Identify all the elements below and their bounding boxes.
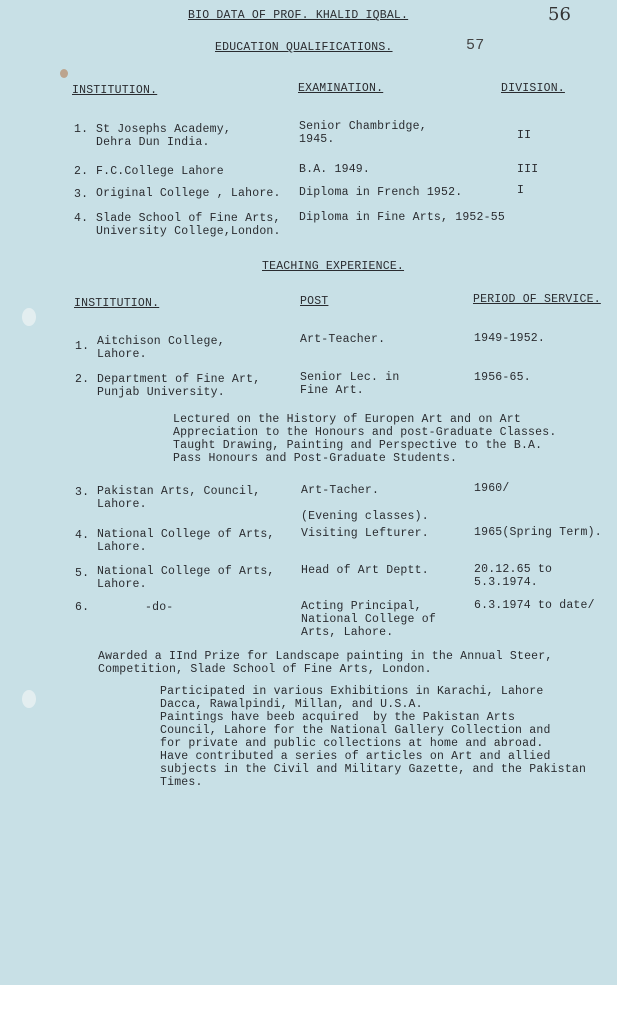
teach-col-institution: INSTITUTION.: [74, 297, 160, 310]
edu-row-exam: Diploma in French 1952.: [299, 186, 463, 199]
lecture-note: Lectured on the History of Europen Art and on Art Appreciation to the Honours and post-Graduate Classes. Taught Drawing, Painting and Perspective to the B.A. Pass Honours and Post-Graduate Students.: [173, 413, 557, 465]
teach-row-institution: Aitchison College, Lahore.: [97, 335, 225, 361]
edu-row-num: 2.: [74, 165, 89, 178]
teach-row-post: Visiting Lefturer.: [301, 527, 429, 540]
printed-page-number: 57: [466, 37, 485, 54]
edu-row-institution: F.C.College Lahore: [96, 165, 224, 178]
stain-mark: [60, 69, 68, 78]
teach-row-period: 1949-1952.: [474, 332, 546, 345]
teach-row-institution: Pakistan Arts, Council, Lahore.: [97, 485, 261, 511]
handwritten-page-number: 56: [548, 4, 571, 25]
teach-row-post: Art-Teacher.: [300, 333, 386, 346]
teach-row-num: 3.: [75, 486, 90, 499]
punch-hole: [22, 690, 36, 708]
teach-row-period: 1960/: [474, 482, 510, 495]
teach-row-institution: Department of Fine Art, Punjab University.: [97, 373, 261, 399]
award-paragraph: Awarded a IInd Prize for Landscape painting in the Annual Steer, Competition, Slade School of Fine Arts, London.: [98, 650, 553, 676]
teach-row-num: 2.: [75, 373, 90, 386]
teach-col-period: PERIOD OF SERVICE.: [473, 293, 601, 306]
teach-row-num: 1.: [75, 340, 90, 353]
edu-row-institution: St Josephs Academy, Dehra Dun India.: [96, 123, 231, 149]
teach-row-post: Art-Tacher. (Evening classes).: [301, 484, 429, 523]
edu-row-num: 1.: [74, 123, 89, 136]
edu-row-exam: Diploma in Fine Arts, 1952-55: [299, 211, 505, 224]
edu-row-num: 4.: [74, 212, 89, 225]
edu-row-num: 3.: [74, 188, 89, 201]
edu-col-division: DIVISION.: [501, 82, 565, 95]
teach-row-period: 1956-65.: [474, 371, 531, 384]
exhibitions-paragraph: Participated in various Exhibitions in Karachi, Lahore Dacca, Rawalpindi, Millan, and U.S.A. Paintings have beeb acquired by the Pakistan Arts Council, Lahore for the National Gallery Collection and for private and public collections at home and abroad. Have contributed a series of articles on Art and allied subjects in the Civil and Military Gazette, and the Pakistan Times.: [160, 685, 587, 789]
teach-row-post: Acting Principal, National College of Arts, Lahore.: [301, 600, 436, 639]
teach-row-period: 6.3.1974 to date/: [474, 599, 595, 612]
teach-row-num: 6.: [75, 601, 90, 614]
edu-row-institution: Original College , Lahore.: [96, 187, 281, 200]
edu-row-division: II: [517, 129, 532, 142]
edu-row-institution: Slade School of Fine Arts, University College,London.: [96, 212, 281, 238]
teach-col-post: POST: [300, 295, 329, 308]
teach-row-num: 4.: [75, 529, 90, 542]
teach-row-num: 5.: [75, 567, 90, 580]
teach-row-post: Senior Lec. in Fine Art.: [300, 371, 400, 397]
teach-row-institution: National College of Arts, Lahore.: [97, 565, 275, 591]
education-heading: EDUCATION QUALIFICATIONS.: [215, 41, 393, 54]
teach-row-period: 20.12.65 to 5.3.1974.: [474, 563, 553, 589]
edu-col-examination: EXAMINATION.: [298, 82, 384, 95]
edu-row-division: I: [517, 184, 525, 197]
edu-row-exam: B.A. 1949.: [299, 163, 371, 176]
doc-title: BIO DATA OF PROF. KHALID IQBAL.: [188, 9, 409, 22]
punch-hole: [22, 308, 36, 326]
teach-row-institution: -do-: [145, 601, 174, 614]
teach-row-post: Head of Art Deptt.: [301, 564, 429, 577]
edu-row-exam: Senior Chambridge, 1945.: [299, 120, 427, 146]
teach-row-institution: National College of Arts, Lahore.: [97, 528, 275, 554]
edu-col-institution: INSTITUTION.: [72, 84, 158, 97]
teaching-heading: TEACHING EXPERIENCE.: [262, 260, 405, 273]
teach-row-period: 1965(Spring Term).: [474, 526, 602, 539]
edu-row-division: III: [517, 163, 539, 176]
